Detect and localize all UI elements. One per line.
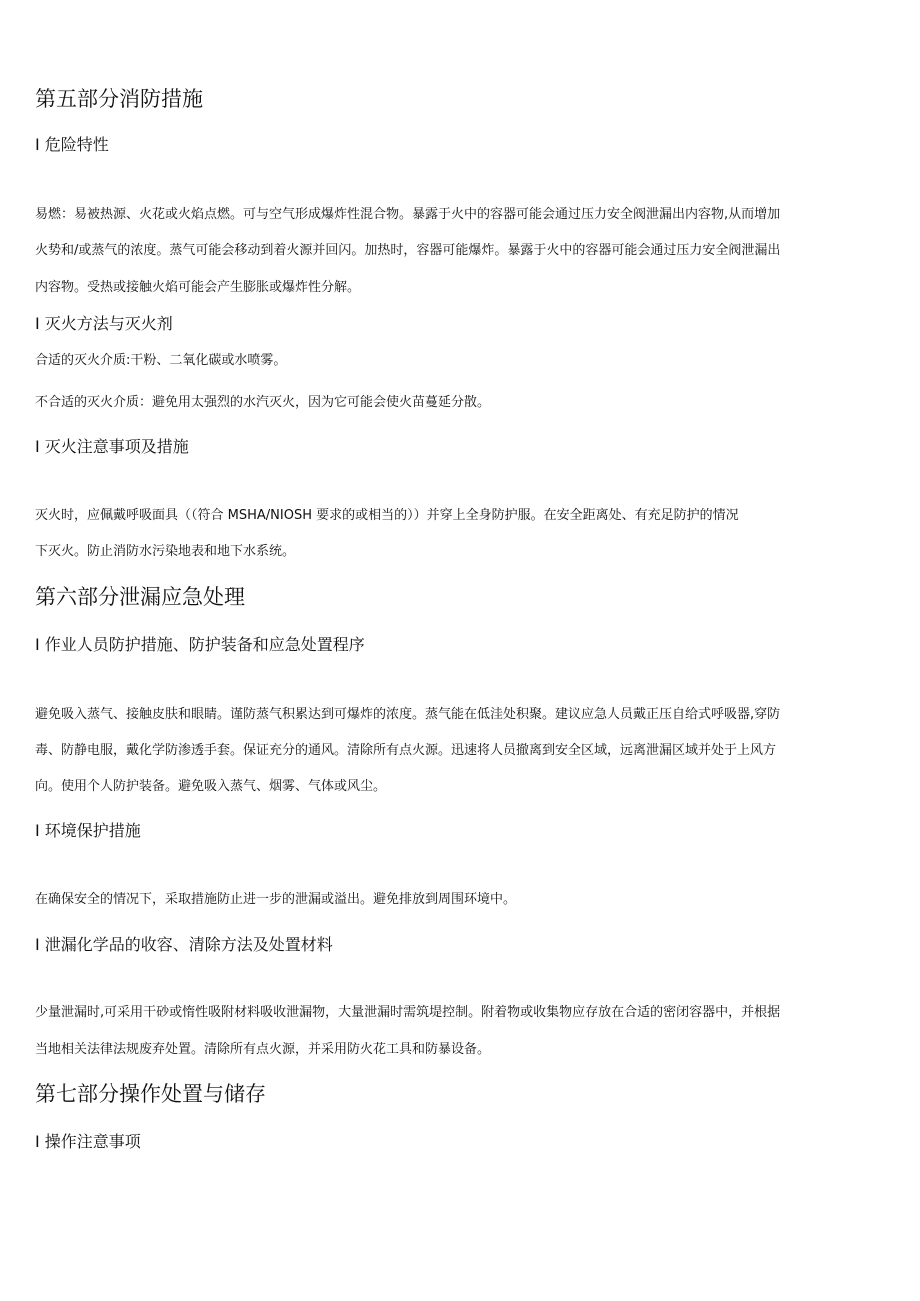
paragraph-line: 不合适的灭火介质：避免用太强烈的水汽灭火，因为它可能会使火苗蔓延分散。 xyxy=(35,395,491,410)
section-title-6: 第六部分泄漏应急处理 xyxy=(35,585,245,609)
subsection-heading-containment: I 泄漏化学品的收容、清除方法及处置材料 xyxy=(35,935,333,954)
paragraph-line: 毒、防静电服，戴化学防渗透手套。保证充分的通风。清除所有点火源。迅速将人员撤离到安全区域，远离泄漏区域并处于上风方 xyxy=(35,743,777,758)
paragraph-line: 少量泄漏时,可采用干砂或惰性吸附材料吸收泄漏物，大量泄漏时需筑堤控制。附着物或收集物应存放在合适的密闭容器中，并根据 xyxy=(35,1005,781,1020)
paragraph-line: 下灭火。防止消防水污染地表和地下水系统。 xyxy=(35,544,296,559)
subsection-heading-hazard: I 危险特性 xyxy=(35,135,109,154)
subsection-heading-personnel: I 作业人员防护措施、防护装备和应急处置程序 xyxy=(35,635,365,654)
section-title-7: 第七部分操作处置与储存 xyxy=(35,1082,266,1106)
paragraph-line: 火势和/或蒸气的浓度。蒸气可能会移动到着火源并回闪。加热时，容器可能爆炸。暴露于火中的容器可能会通过压力安全阀泄漏出 xyxy=(35,243,781,258)
subsection-heading-extinguishing: I 灭火方法与灭火剂 xyxy=(35,314,173,333)
paragraph-line: 灭火时，应佩戴呼吸面具（（符合 MSHA/NIOSH 要求的或相当的））并穿上全身防护服。在安全距离处、有充足防护的情况 xyxy=(35,508,739,523)
subsection-heading-firefighting: I 灭火注意事项及措施 xyxy=(35,437,189,456)
paragraph-line: 向。使用个人防护装备。避免吸入蒸气、烟雾、气体或风尘。 xyxy=(35,779,387,794)
paragraph-line: 在确保安全的情况下，采取措施防止进一步的泄漏或溢出。避免排放到周围环境中。 xyxy=(35,892,517,907)
paragraph-line: 合适的灭火介质:干粉、二氧化碳或水喷雾。 xyxy=(35,353,287,368)
paragraph-line: 易燃：易被热源、火花或火焰点燃。可与空气形成爆炸性混合物。暴露于火中的容器可能会通过压力安全阀泄漏出内容物,从而增加 xyxy=(35,207,781,222)
subsection-heading-environment: I 环境保护措施 xyxy=(35,821,141,840)
subsection-heading-handling: I 操作注意事项 xyxy=(35,1132,141,1151)
paragraph-line: 当地相关法律法规废弃处置。清除所有点火源，并采用防火花工具和防暴设备。 xyxy=(35,1042,491,1057)
section-title-5: 第五部分消防措施 xyxy=(35,87,203,111)
paragraph-line: 内容物。受热或接触火焰可能会产生膨胀或爆炸性分解。 xyxy=(35,280,361,295)
paragraph-line: 避免吸入蒸气、接触皮肤和眼睛。谨防蒸气积累达到可爆炸的浓度。蒸气能在低洼处积聚。建议应急人员戴正压自给式呼吸器,穿防 xyxy=(35,707,781,722)
